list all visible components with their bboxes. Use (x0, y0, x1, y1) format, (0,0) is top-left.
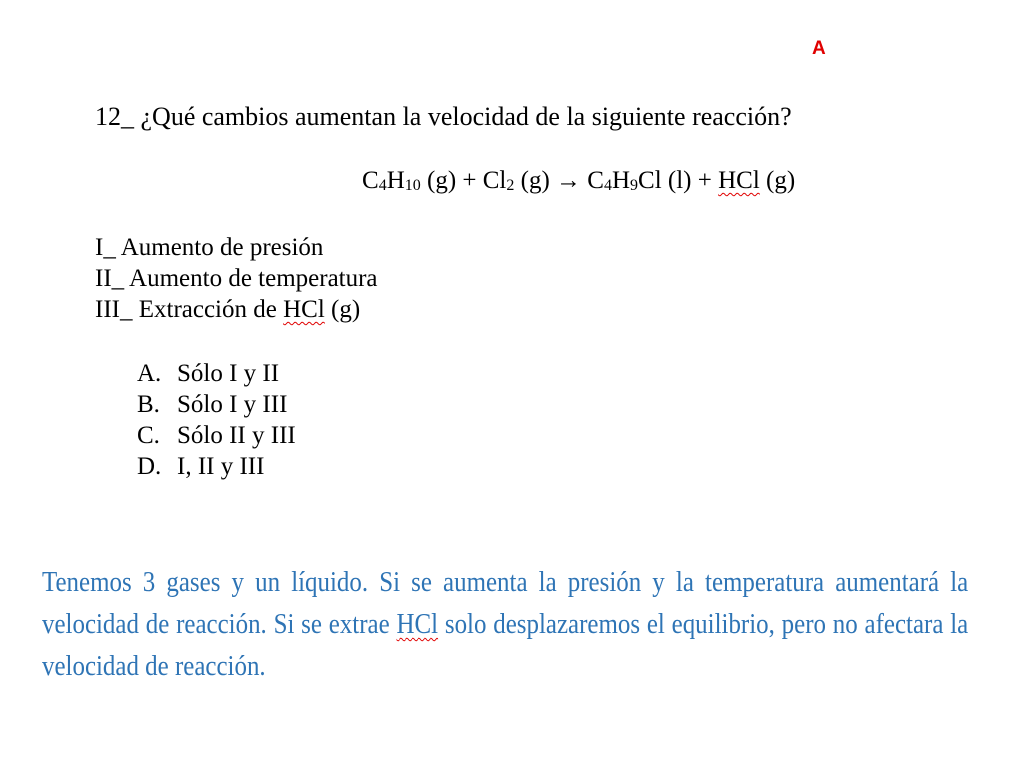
equation-subscript: 9 (630, 177, 639, 194)
spellcheck-word: HCl (718, 167, 760, 194)
statement-item (95, 294, 378, 325)
equation-subscript: 4 (378, 177, 387, 194)
question-text: 12_ ¿Qué cambios aumentan la velocidad de la siguiente reacción? (95, 102, 792, 131)
spellcheck-word: HCl (283, 296, 325, 323)
answer-mark: A (812, 38, 826, 59)
statement-item: I_ Aumento de presión (95, 234, 324, 261)
equation-text: (g) (759, 167, 796, 194)
option-item (137, 420, 296, 451)
explanation-part: solo desplazaremos el equilibrio, pero no afectara la velocidad de reacción. (42, 608, 969, 682)
option-text: I, II y III (177, 453, 265, 480)
equation-text: Cl (482, 167, 507, 194)
equation-subscript: 10 (404, 177, 421, 194)
explanation-text (42, 561, 968, 687)
equation-subscript: 4 (603, 177, 612, 194)
equation-text: (g) → (514, 167, 588, 194)
statement-item: II_ Aumento de temperatura (95, 265, 378, 292)
option-text: Sólo I y II (177, 360, 280, 387)
explanation-part: Tenemos 3 gases y un líquido. Si se aumenta la presión y la temperatura aumentará la velocidad de reacción. Si se extrae (42, 566, 969, 640)
option-text: Sólo II y III (177, 422, 296, 449)
option-item (137, 451, 296, 482)
equation-text: C (362, 167, 379, 194)
option-letter: B. (137, 391, 160, 418)
option-item (137, 389, 296, 420)
option-letter: C. (137, 422, 160, 449)
equation-subscript: 2 (506, 177, 515, 194)
equation-text: (g) + (420, 167, 483, 194)
answer-options (137, 358, 296, 482)
statement-text: III_ Extracción de (95, 296, 284, 323)
statement-text: (g) (324, 296, 361, 323)
option-text: Sólo I y III (177, 391, 288, 418)
option-letter: A. (137, 360, 162, 387)
equation-text: H (611, 167, 631, 194)
equation-text: C (587, 167, 604, 194)
equation-text: Cl (l) + (638, 167, 719, 194)
statement-list (95, 232, 378, 325)
chemical-equation (362, 167, 795, 195)
equation-text: H (386, 167, 405, 194)
option-letter: D. (137, 453, 162, 480)
spellcheck-word: HCl (396, 608, 439, 640)
option-item (137, 358, 296, 389)
